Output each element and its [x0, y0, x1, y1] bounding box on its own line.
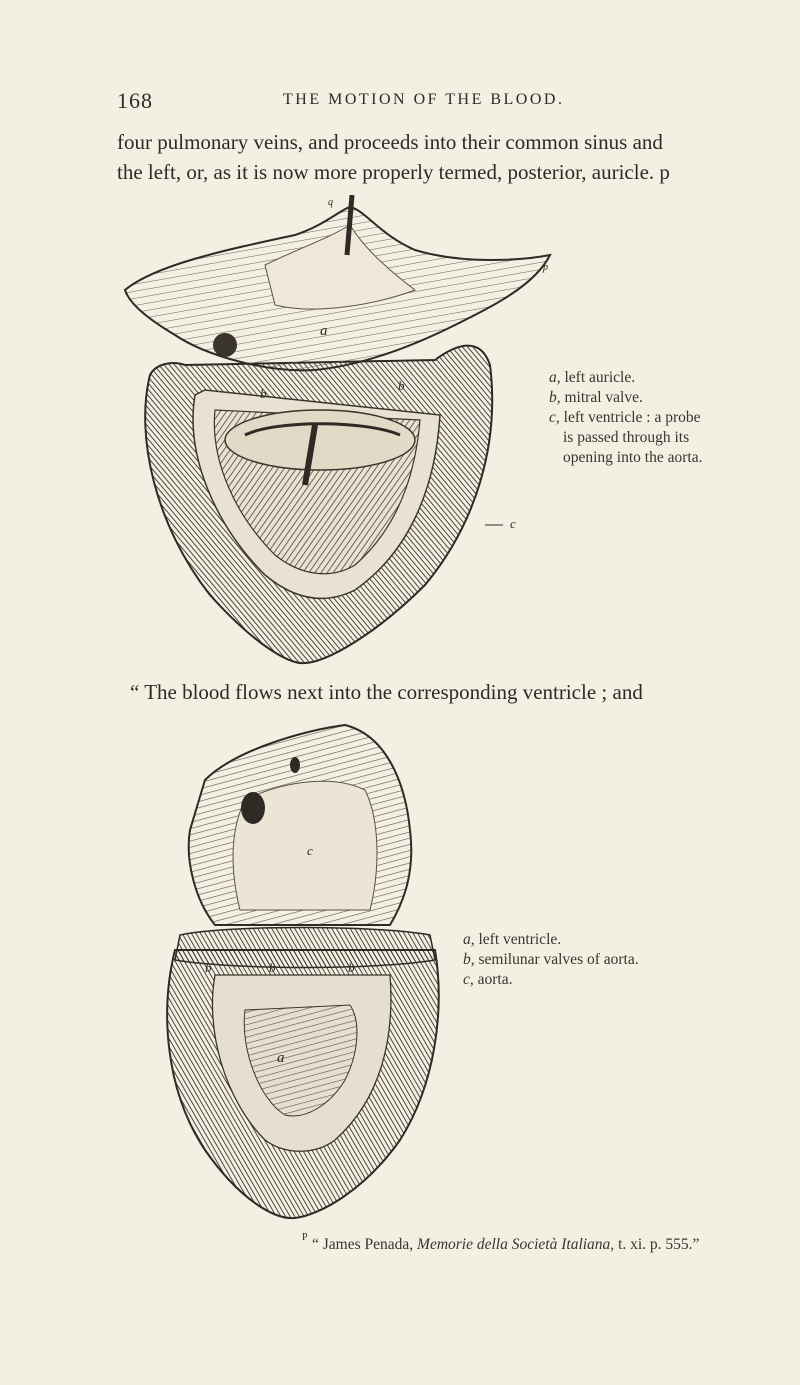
- footnote-journal: Memorie della Società Italiana,: [417, 1236, 615, 1253]
- fig2-caption-line-2: b, semilunar valves of aorta.: [463, 951, 639, 968]
- fig1-label-b-right: b: [398, 378, 405, 393]
- figure2-caption: [463, 930, 639, 990]
- fig2-caption-line-1: a, left ventricle.: [463, 931, 562, 948]
- footnote-suffix: t. xi. p. 555.”: [614, 1236, 700, 1253]
- footnote-marker: P: [302, 1232, 308, 1243]
- fig1-caption-line-2: b, mitral valve.: [549, 389, 643, 406]
- fig2-label-b2: b: [269, 960, 276, 975]
- page-header: [0, 88, 800, 118]
- fig1-caption-line-3: c, left ventricle : a probe: [549, 409, 701, 426]
- figure1-caption: [549, 368, 702, 468]
- fig2-label-b3: b: [348, 960, 355, 975]
- body-line-1: four pulmonary veins, and proceeds into their common sinus and: [117, 130, 663, 154]
- fig1-caption-line-5: opening into the aorta.: [563, 449, 703, 466]
- fig2-label-b1: b: [205, 960, 212, 975]
- fig2-label-a: a: [277, 1050, 285, 1066]
- fig2-caption-line-3: c, aorta.: [463, 971, 513, 988]
- footnote-prefix: “ James Penada,: [312, 1236, 418, 1253]
- fig1-caption-line-4: is passed through its: [563, 429, 690, 446]
- fig1-label-p: p: [543, 262, 548, 273]
- fig1-label-c: c: [510, 516, 516, 531]
- fig1-caption-line-1: a, left auricle.: [549, 369, 636, 386]
- figure-left-auricle: [115, 195, 555, 670]
- body-paragraph: [117, 127, 757, 187]
- page-number: 168: [117, 88, 153, 113]
- figure-left-ventricle: [145, 710, 465, 1230]
- running-title: THE MOTION OF THE BLOOD.: [283, 91, 565, 108]
- fig1-label-b-left: b: [260, 386, 267, 401]
- body-line-3: “ The blood flows next into the corresponding ventricle ; and: [130, 680, 643, 704]
- fig1-label-q: q: [328, 197, 333, 208]
- fig1-label-a: a: [320, 323, 328, 339]
- fig2-label-c: c: [307, 843, 313, 858]
- footnote: [312, 1236, 699, 1254]
- body-line-2: the left, or, as it is now more properly termed, posterior, auricle. p: [117, 160, 670, 184]
